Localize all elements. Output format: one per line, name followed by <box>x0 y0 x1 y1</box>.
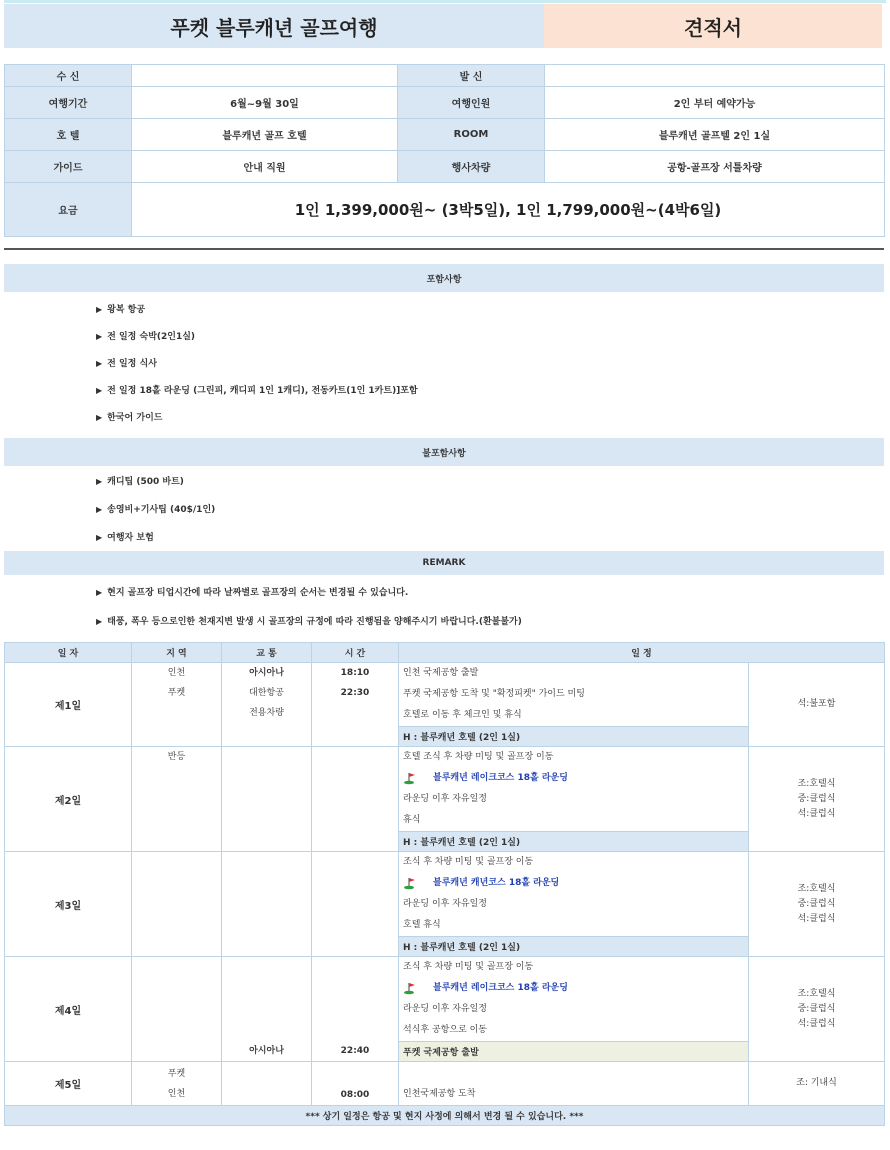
depart-info: 푸켓 국제공항 출발 <box>399 1042 749 1062</box>
transport-cell <box>222 1062 312 1106</box>
excluded-item: ▶ 송영비+기사팁 (40$/1인) <box>96 505 216 515</box>
plan-cell: 조식 후 차량 미팅 및 골프장 이동 블루캐년 레이크코스 18홀 라운딩 라운딩 이후 자유일정 석식후 공항으로 이동 <box>399 957 749 1042</box>
page-title: 푸켓 블루캐년 골프여행 <box>4 4 544 48</box>
hotel-label: 호 텔 <box>5 119 132 151</box>
price-value: 1인 1,399,000원~ (3박5일), 1인 1,799,000원~(4박6일) <box>132 183 885 237</box>
price-label: 요금 <box>5 183 132 237</box>
meal-cell: 조:호텔식 중:클럽식 석:클럽식 <box>749 957 885 1062</box>
region-cell: 인천 푸켓 <box>132 663 222 747</box>
plan-cell: 인천 국제공항 출발 푸켓 국제공항 도착 및 "확정피켓" 가이드 미팅 호텔로 이동 후 체크인 및 휴식 <box>399 663 749 727</box>
region-cell <box>132 852 222 957</box>
meal-cell: 석:불포함 <box>749 663 885 747</box>
golf-flag-icon <box>403 771 417 785</box>
triangle-right-icon: ▶ <box>96 413 103 422</box>
document-type: 견적서 <box>544 4 882 48</box>
transport-cell: 아시아나 대한항공 전용차량 <box>222 663 312 747</box>
time-cell: 22:40 <box>312 957 399 1062</box>
excluded-item: ▶ 캐디팁 (500 바트) <box>96 477 184 487</box>
day-label: 제4일 <box>5 957 132 1062</box>
hotel-info: H : 블루캐년 호텔 (2인 1실) <box>399 832 749 852</box>
triangle-right-icon: ▶ <box>96 588 103 597</box>
triangle-right-icon: ▶ <box>96 386 103 395</box>
info-row-guide <box>5 151 885 183</box>
transport-cell <box>222 852 312 957</box>
top-accent-line <box>4 0 886 3</box>
people-value: 2인 부터 예약가능 <box>545 87 885 119</box>
schedule-row-day3 <box>5 852 885 937</box>
included-item: ▶ 전 일정 식사 <box>96 359 157 369</box>
triangle-right-icon: ▶ <box>96 533 103 542</box>
triangle-right-icon: ▶ <box>96 305 103 314</box>
day-label: 제3일 <box>5 852 132 957</box>
region-cell: 푸켓 인천 <box>132 1062 222 1106</box>
room-value: 블루캐년 골프텔 2인 1실 <box>545 119 885 151</box>
period-label: 여행기간 <box>5 87 132 119</box>
vehicle-label: 행사차량 <box>398 151 545 183</box>
hotel-info: H : 블루캐년 호텔 (2인 1실) <box>399 937 749 957</box>
meal-cell: 조: 기내식 <box>749 1062 885 1106</box>
schedule-row-day1 <box>5 663 885 727</box>
meal-cell: 조:호텔식 중:클럽식 석:클럽식 <box>749 747 885 852</box>
col-header-time: 시 간 <box>312 643 399 663</box>
included-item: ▶ 전 일정 18홀 라운딩 (그린피, 캐디피 1인 1캐디), 전동카트(1인 1카트)]포함 <box>96 386 418 396</box>
people-label: 여행인원 <box>398 87 545 119</box>
col-header-transport: 교 통 <box>222 643 312 663</box>
remark-title: REMARK <box>4 551 884 575</box>
sender-label: 발 신 <box>398 65 545 87</box>
triangle-right-icon: ▶ <box>96 505 103 514</box>
triangle-right-icon: ▶ <box>96 617 103 626</box>
schedule-row-day4 <box>5 957 885 1042</box>
sender-value <box>545 65 885 87</box>
triangle-right-icon: ▶ <box>96 477 103 486</box>
room-label: ROOM <box>398 119 545 151</box>
excluded-title: 불포함사항 <box>4 438 884 466</box>
triangle-right-icon: ▶ <box>96 332 103 341</box>
hotel-info: H : 블루캐년 호텔 (2인 1실) <box>399 727 749 747</box>
time-cell: 18:10 22:30 <box>312 663 399 747</box>
transport-cell: 아시아나 <box>222 957 312 1062</box>
guide-value: 안내 직원 <box>132 151 398 183</box>
period-value: 6월~9월 30일 <box>132 87 398 119</box>
region-cell: 반등 <box>132 747 222 852</box>
time-cell <box>312 852 399 957</box>
plan-cell: 호텔 조식 후 차량 미팅 및 골프장 이동 블루캐년 레이크코스 18홀 라운딩 라운딩 이후 자유일정 휴식 <box>399 747 749 832</box>
included-item: ▶ 전 일정 숙박(2인1실) <box>96 332 196 342</box>
col-header-region: 지 역 <box>132 643 222 663</box>
schedule-table <box>4 642 885 1126</box>
info-row-recipient <box>5 65 885 87</box>
excluded-item: ▶ 여행자 보험 <box>96 533 154 543</box>
day-label: 제2일 <box>5 747 132 852</box>
schedule-row-day5 <box>5 1062 885 1106</box>
hotel-value: 블루캐년 골프 호텔 <box>132 119 398 151</box>
time-cell: 08:00 <box>312 1062 399 1106</box>
triangle-right-icon: ▶ <box>96 359 103 368</box>
region-cell <box>132 957 222 1062</box>
remark-item: ▶ 태풍, 폭우 등으로인한 천재지변 발생 시 골프장의 규정에 따라 진행됨을 양해주시기 바랍니다.(환불불가) <box>96 617 522 627</box>
included-title: 포함사항 <box>4 264 884 292</box>
guide-label: 가이드 <box>5 151 132 183</box>
col-header-day: 일 자 <box>5 643 132 663</box>
golf-flag-icon <box>403 876 417 890</box>
schedule-row-day2 <box>5 747 885 832</box>
footer-note: *** 상기 일정은 항공 및 현지 사정에 의해서 변경 될 수 있습니다. *** <box>5 1106 885 1126</box>
info-row-price <box>5 183 885 237</box>
info-row-period <box>5 87 885 119</box>
footer-row <box>5 1106 885 1126</box>
recipient-label: 수 신 <box>5 65 132 87</box>
info-table <box>4 64 885 237</box>
included-item: ▶ 왕복 항공 <box>96 305 146 315</box>
col-header-plan: 일 정 <box>399 643 885 663</box>
transport-cell <box>222 747 312 852</box>
recipient-value <box>132 65 398 87</box>
time-cell <box>312 747 399 852</box>
info-row-hotel <box>5 119 885 151</box>
day-label: 제1일 <box>5 663 132 747</box>
vehicle-value: 공항-골프장 서틀차량 <box>545 151 885 183</box>
plan-cell: 조식 후 차량 미팅 및 골프장 이동 블루캐년 캐년코스 18홀 라운딩 라운딩 이후 자유일정 호텔 휴식 <box>399 852 749 937</box>
plan-cell: 인천국제공항 도착 <box>399 1062 749 1106</box>
golf-flag-icon <box>403 981 417 995</box>
meal-cell: 조:호텔식 중:클럽식 석:클럽식 <box>749 852 885 957</box>
included-item: ▶ 한국어 가이드 <box>96 413 163 423</box>
schedule-header-row <box>5 643 885 663</box>
divider <box>4 248 884 250</box>
title-bar <box>4 4 882 48</box>
remark-item: ▶ 현지 골프장 티업시간에 따라 날짜별로 골프장의 순서는 변경될 수 있습니다. <box>96 588 409 598</box>
day-label: 제5일 <box>5 1062 132 1106</box>
